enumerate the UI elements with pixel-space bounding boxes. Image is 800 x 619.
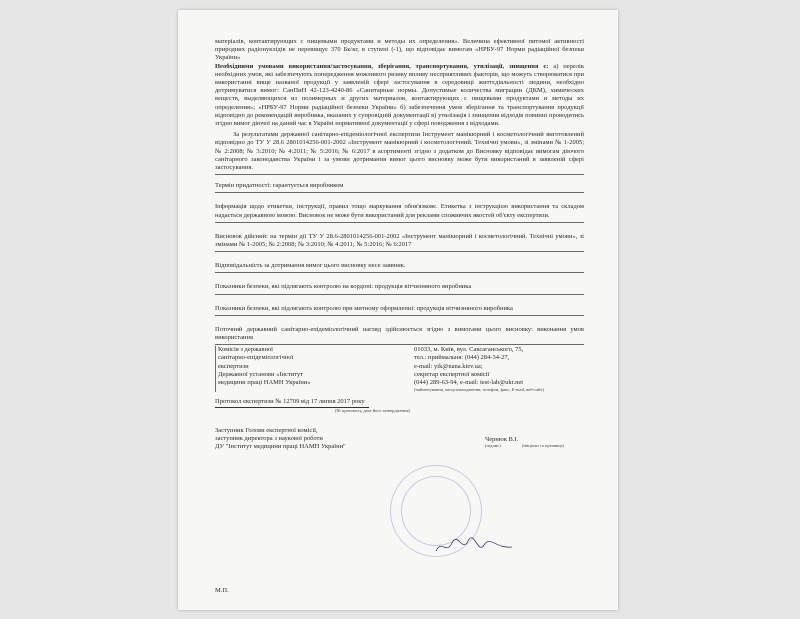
org-line: Комісія з державної (218, 346, 273, 354)
contacts-block (215, 346, 584, 392)
addr-line: (044) 289-63-94, e-mail: test-lab@ukr.net (414, 379, 524, 387)
info-paragraph: Інформація щодо етикетки, інструкції, правил тощо маркування обов'язкове. Етикетка з інструкцією використання та складом надається державною мовою. Висновок не може бути використаний для реклами споживчих якостей об'єкту експертизи. (215, 200, 584, 222)
paragraph-conditions (215, 63, 584, 129)
conditions-lead: Необхідними умовами використання/застосування, зберігання, транспортування, утилізації, знищення є: (215, 62, 549, 70)
safety-border-line: Показники безпеки, які підлягають контролю на кордоні: продукція вітчизняного виробника (215, 280, 584, 294)
validity-paragraph: Висновок дійсний: на термін дії ТУ У 28.6-2801014256-001-2002 «Інструмент манікюрний і косметологічний. Технічні умови», зі змінами № 1-2005; № 2:2008; № 3:2010; № 4:2011; № 5:2016; № 6:2017 (215, 230, 584, 252)
signer-name: Чернюк В.І. (485, 435, 519, 443)
signature-block (215, 427, 584, 471)
sign-notes (485, 443, 564, 448)
responsibility-line: Відповідальність за дотримання вимог цього висновку несе заявник. (215, 259, 584, 273)
protocol-text: Протокол експертизи № 12709 від 17 липня 2017 року (215, 398, 369, 407)
protocol-note: (№ протоколу, дата його затвердження) (335, 407, 411, 413)
org-line: санітарно-епідеміологічної (218, 354, 294, 362)
addr-note: (найменування, місцезнаходження, телефон, факс, E-mail, веб-сайт) (414, 387, 545, 393)
addr-line: 01033, м. Київ, вул. Саксаганського, 75, (414, 346, 524, 354)
addr-line: e-mail: yik@nana.kiev.ua; (414, 362, 483, 370)
paragraph-results: За результатами державної санітарно-епідеміологічної експертизи Інструмент манікюрний і косметологічний виготовлений відповідно до ТУ У 28.6 2801014256-001-2002 «Інструмент манікюрний і косметологічний. Технічні умови», зі змінами № 1-2005; № 2:2008; № 3:2010; № 4:2011; № 5:2016; № 6:2017 в асортименті згідно з додатком до Висновку відповідає вимогам діючого санітарного законодавства України і за умови дотримання вимог цього висновку може бути використаний в заявленій сфері застосування. (215, 128, 584, 175)
org-line: експертизи (218, 362, 249, 370)
sign-note: (ініціали та прізвище) (521, 442, 565, 448)
document-page (178, 10, 618, 610)
organization-address (398, 346, 544, 392)
document-body (215, 38, 584, 471)
organization-name (215, 346, 398, 392)
signer-title (215, 427, 405, 452)
signer-line: Заступник Голови експертної комісії, (215, 426, 318, 434)
conditions-body: а) перелік необхідних умов, які забезпечують попередження можливого ризику впливу несприятливих факторів, що можуть створюватися при використанні вище названої продукції у заявленій сфері застосування в середовищі життєдіяльності людини, необхідно дотримуватися вимог: СанПиН 42-123-4240-86 «Санитарные нормы. Допустимые количества миграции (ДКМ), химических веществ, выделяющихся из полимерных и других материалов, контактирующих с пищевыми продуктами и методы их определения»; «НРБУ-97 Норми радіаційної безпеки України» б) забезпечення умов зберігання та транспортування продукції відповідно до рекомендацій виробника, вказаних у супровідній документації в) утилізація і знищення відходів повинні проводитись згідно вимог діючої на даний час в Україні нормативної документації у сфері поводження з відходами. (215, 62, 585, 128)
mp-label: М.П. (215, 587, 229, 594)
addr-line: тел.: приймальня: (044) 284-34-27, (414, 354, 510, 362)
term-line: Термін придатності: гарантується виробником (215, 179, 584, 193)
paragraph-materials: матеріалів, контактирующих с пищевыми продуктами и методы их определения». Величина ефективної питомої активності природних радіонуклідів не перевищує 370 Бк/кг, в ступені (-1), що відповідає вимогам «НРБУ-97 Норми радіаційної безпеки України» (215, 38, 584, 62)
sign-note: (підпис) (485, 442, 501, 448)
addr-line: секретар експертної комісії (414, 370, 490, 378)
signature-icon (434, 535, 514, 557)
protocol-row (215, 398, 584, 412)
signer-line: ДУ "Інститут медицини праці НАМН України" (215, 442, 346, 450)
signer-line: заступник директора з наукової роботи (215, 434, 323, 442)
supervision-line: Поточний державний санітарно-епідеміологічний нагляд здійснюється згідно з вимогами цього висновку: виконання умов використання (215, 323, 584, 345)
org-line: медицини праці НАМН України» (218, 379, 311, 387)
safety-customs-line: Показники безпеки, які підлягають контролю при митному оформленні: продукція вітчизняного виробника (215, 302, 584, 316)
org-line: Державної установи «Інститут (218, 370, 304, 378)
